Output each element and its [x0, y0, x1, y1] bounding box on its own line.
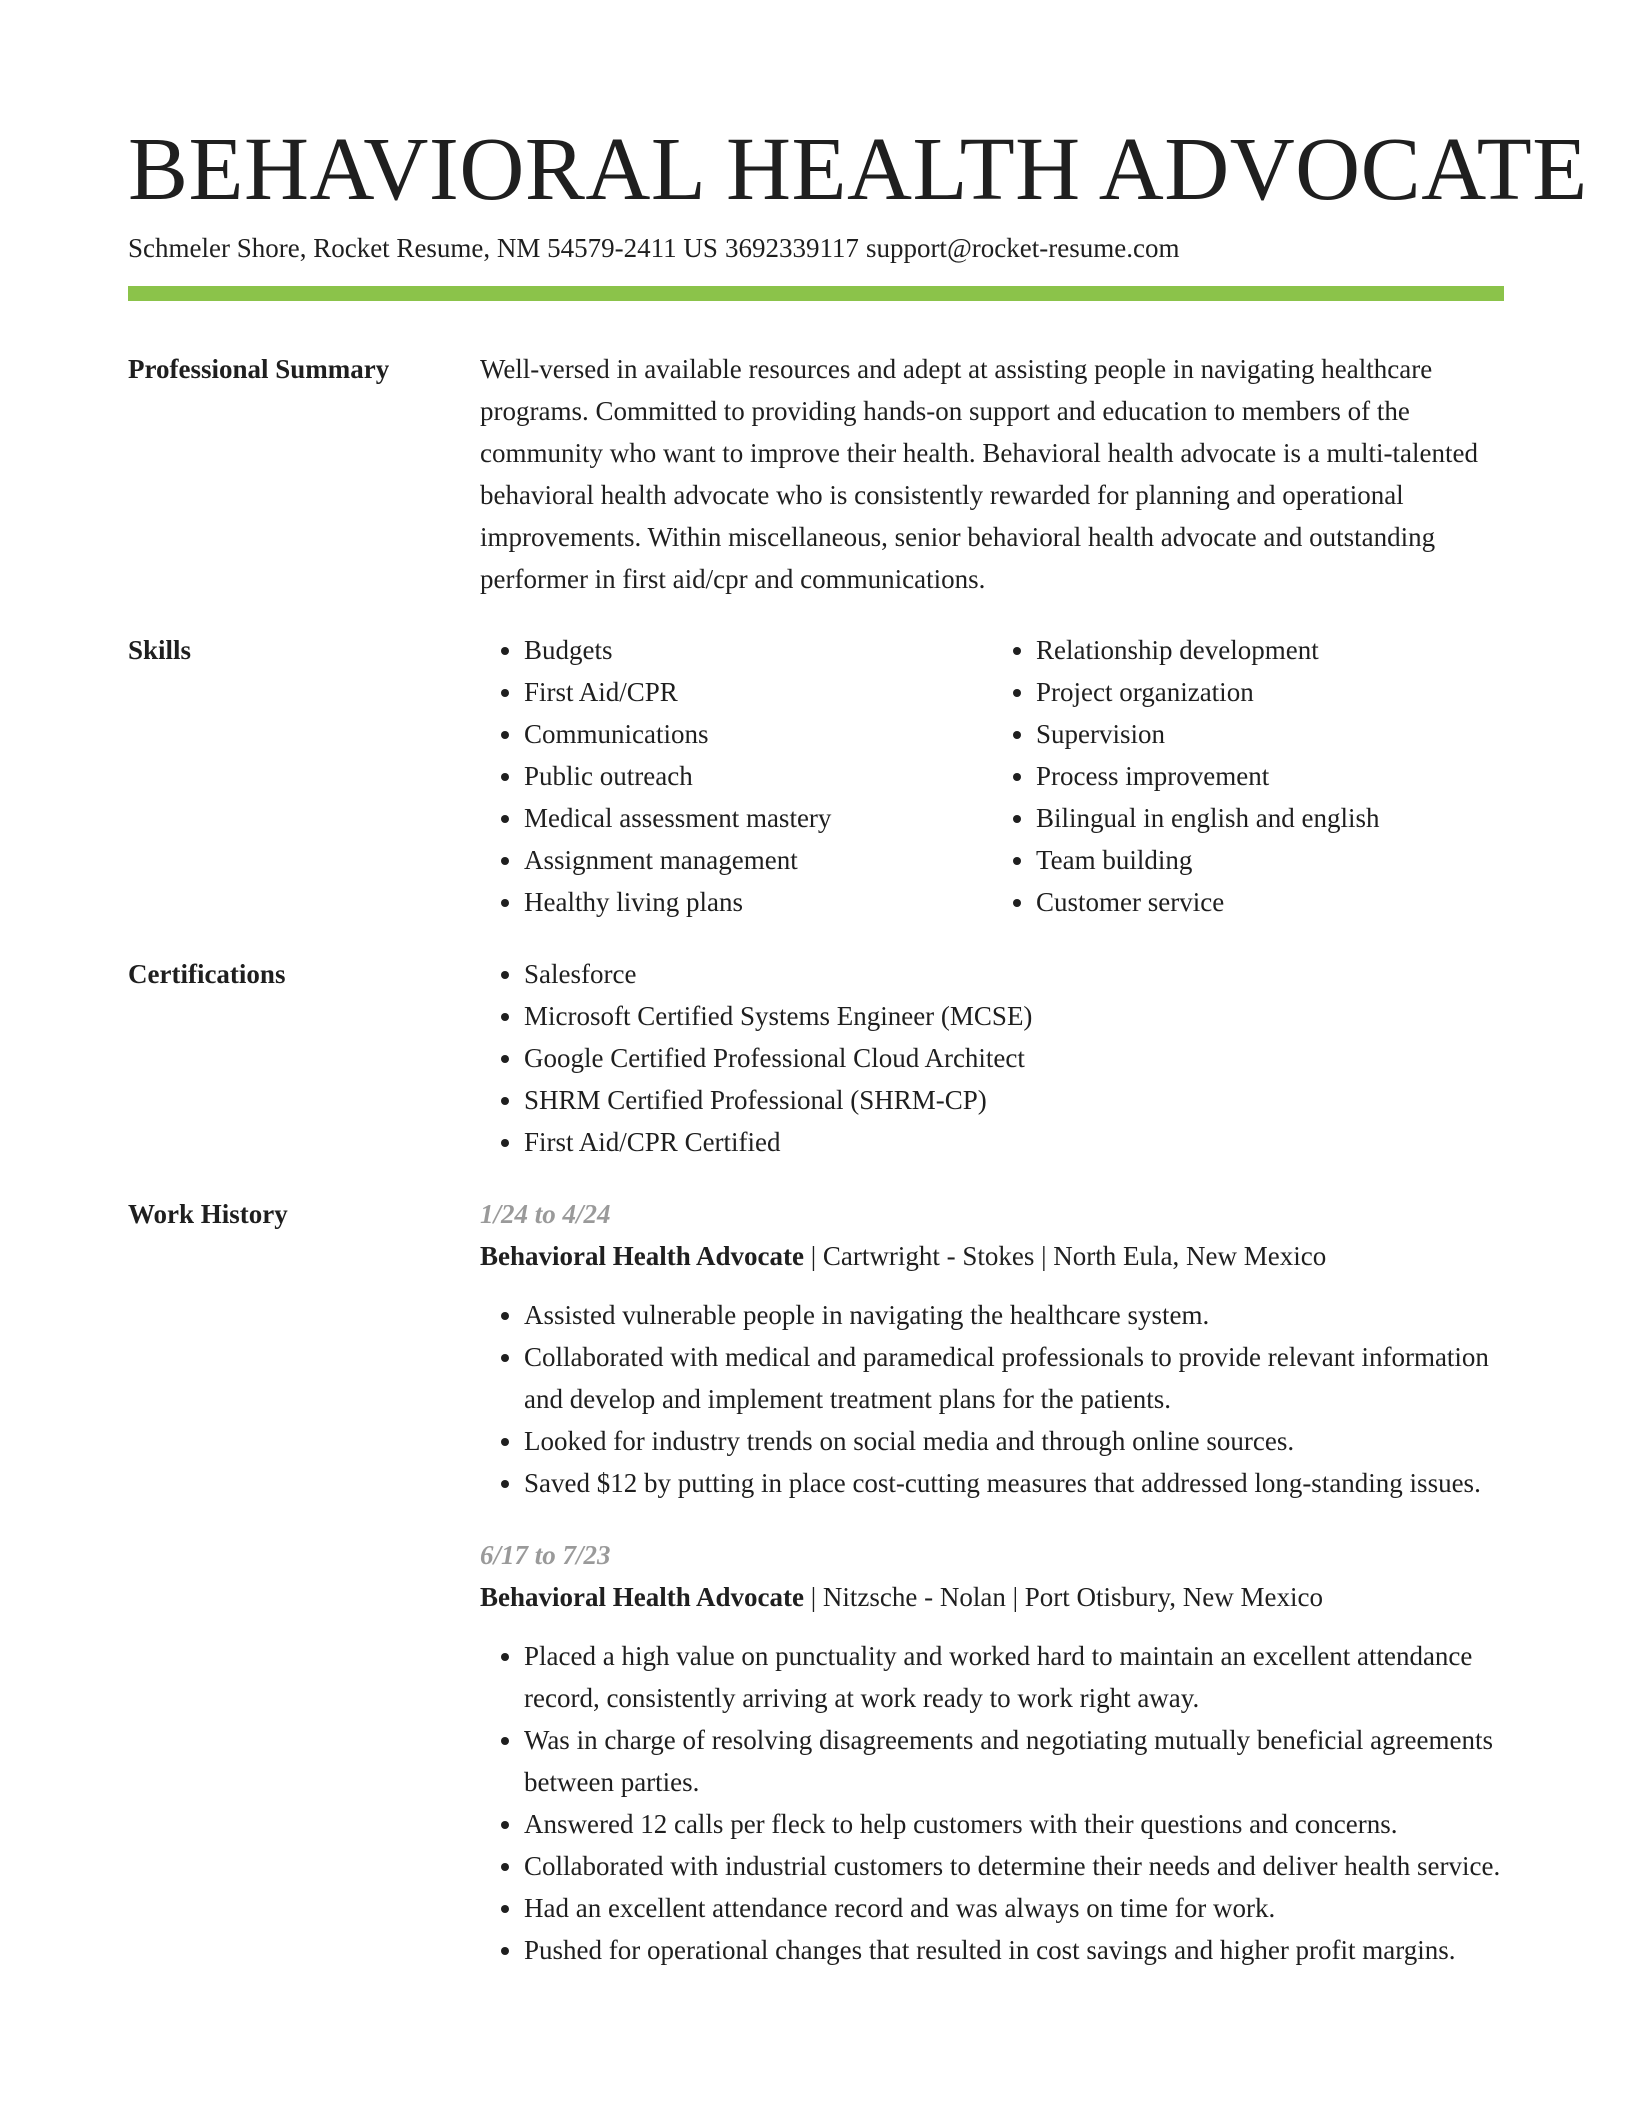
- contact-line: [128, 231, 1179, 265]
- skill-item: • Healthy living plans: [524, 881, 992, 923]
- certifications-list: [480, 953, 1504, 1163]
- skill-item: • Assignment management: [524, 839, 992, 881]
- job-bullet: • Answered 12 calls per fleck to help customers with their questions and concerns.: [524, 1803, 1504, 1845]
- job-bullet: • Saved $12 by putting in place cost-cutting measures that addressed long-standing issues.: [524, 1462, 1504, 1504]
- skill-item: • Team building: [1036, 839, 1504, 881]
- skill-item: • Customer service: [1036, 881, 1504, 923]
- summary-text: Well-versed in available resources and adept at assisting people in navigating healthcare programs. Committed to providing hands-on support and education to members of the community who want to improve their health. Behavioral health advocate is a multi-talented behavioral health advocate who is consistently rewarded for planning and operational improvements. Within miscellaneous, senior behavioral health advocate and outstanding performer in first aid/cpr and communications.: [480, 354, 1478, 594]
- work-history-body: [480, 1193, 1504, 1971]
- job-bullet: • Collaborated with medical and paramedical professionals to provide relevant information and develop and implement treatment plans for the patients.: [524, 1336, 1504, 1420]
- skills-list-left: [480, 629, 992, 923]
- job-bullets: [480, 1635, 1504, 1971]
- contact-address: Schmeler Shore, Rocket Resume, NM 54579-2411 US: [128, 233, 718, 263]
- certification-item: • First Aid/CPR Certified: [524, 1121, 1504, 1163]
- certifications-heading: Certifications: [128, 959, 286, 989]
- job-bullet: • Had an excellent attendance record and was always on time for work.: [524, 1887, 1504, 1929]
- job-bullet: • Was in charge of resolving disagreements and negotiating mutually beneficial agreements between parties.: [524, 1719, 1504, 1803]
- job-bullet: • Assisted vulnerable people in navigating the healthcare system.: [524, 1294, 1504, 1336]
- skills-list-right: [992, 629, 1504, 923]
- skills-columns: [480, 629, 1504, 923]
- job-bullets: [480, 1294, 1504, 1504]
- skill-item: • Relationship development: [1036, 629, 1504, 671]
- job-employer-location: | Cartwright - Stokes | North Eula, New Mexico: [803, 1241, 1327, 1271]
- skill-item: • Process improvement: [1036, 755, 1504, 797]
- job-bullet: • Pushed for operational changes that resulted in cost savings and higher profit margins.: [524, 1929, 1504, 1971]
- certification-item: • SHRM Certified Professional (SHRM-CP): [524, 1079, 1504, 1121]
- work-history-heading: Work History: [128, 1199, 288, 1229]
- certification-item: • Salesforce: [524, 953, 1504, 995]
- job-bullet: • Collaborated with industrial customers to determine their needs and deliver health service.: [524, 1845, 1504, 1887]
- certifications-body: [480, 953, 1504, 1163]
- accent-divider: [128, 286, 1504, 301]
- job-title: Behavioral Health Advocate: [480, 1241, 804, 1271]
- job-heading: [480, 1576, 1504, 1618]
- skill-item: • Communications: [524, 713, 992, 755]
- skill-item: • First Aid/CPR: [524, 671, 992, 713]
- summary-heading: Professional Summary: [128, 354, 390, 384]
- job-dates: 1/24 to 4/24: [480, 1199, 611, 1229]
- skill-item: • Supervision: [1036, 713, 1504, 755]
- skill-item: • Medical assessment mastery: [524, 797, 992, 839]
- job-bullet: • Looked for industry trends on social media and through online sources.: [524, 1420, 1504, 1462]
- certification-item: • Microsoft Certified Systems Engineer (MCSE): [524, 995, 1504, 1037]
- skill-item: • Project organization: [1036, 671, 1504, 713]
- contact-email: support@rocket-resume.com: [865, 233, 1180, 263]
- candidate-title: BEHAVIORAL HEALTH ADVOCATE: [128, 120, 1588, 219]
- job-bullet: • Placed a high value on punctuality and worked hard to maintain an excellent attendance record, consistently arriving at work ready to work right away.: [524, 1635, 1504, 1719]
- job-entry: [480, 1193, 1504, 1504]
- job-heading: [480, 1235, 1504, 1277]
- certification-item: • Google Certified Professional Cloud Architect: [524, 1037, 1504, 1079]
- job-entry: [480, 1534, 1504, 1971]
- skill-item: • Budgets: [524, 629, 992, 671]
- job-title: Behavioral Health Advocate: [480, 1582, 804, 1612]
- job-employer-location: | Nitzsche - Nolan | Port Otisbury, New Mexico: [803, 1582, 1323, 1612]
- contact-phone: 3692339117: [724, 233, 859, 263]
- skill-item: • Bilingual in english and english: [1036, 797, 1504, 839]
- skill-item: • Public outreach: [524, 755, 992, 797]
- job-dates: 6/17 to 7/23: [480, 1540, 611, 1570]
- skills-heading: Skills: [128, 635, 192, 665]
